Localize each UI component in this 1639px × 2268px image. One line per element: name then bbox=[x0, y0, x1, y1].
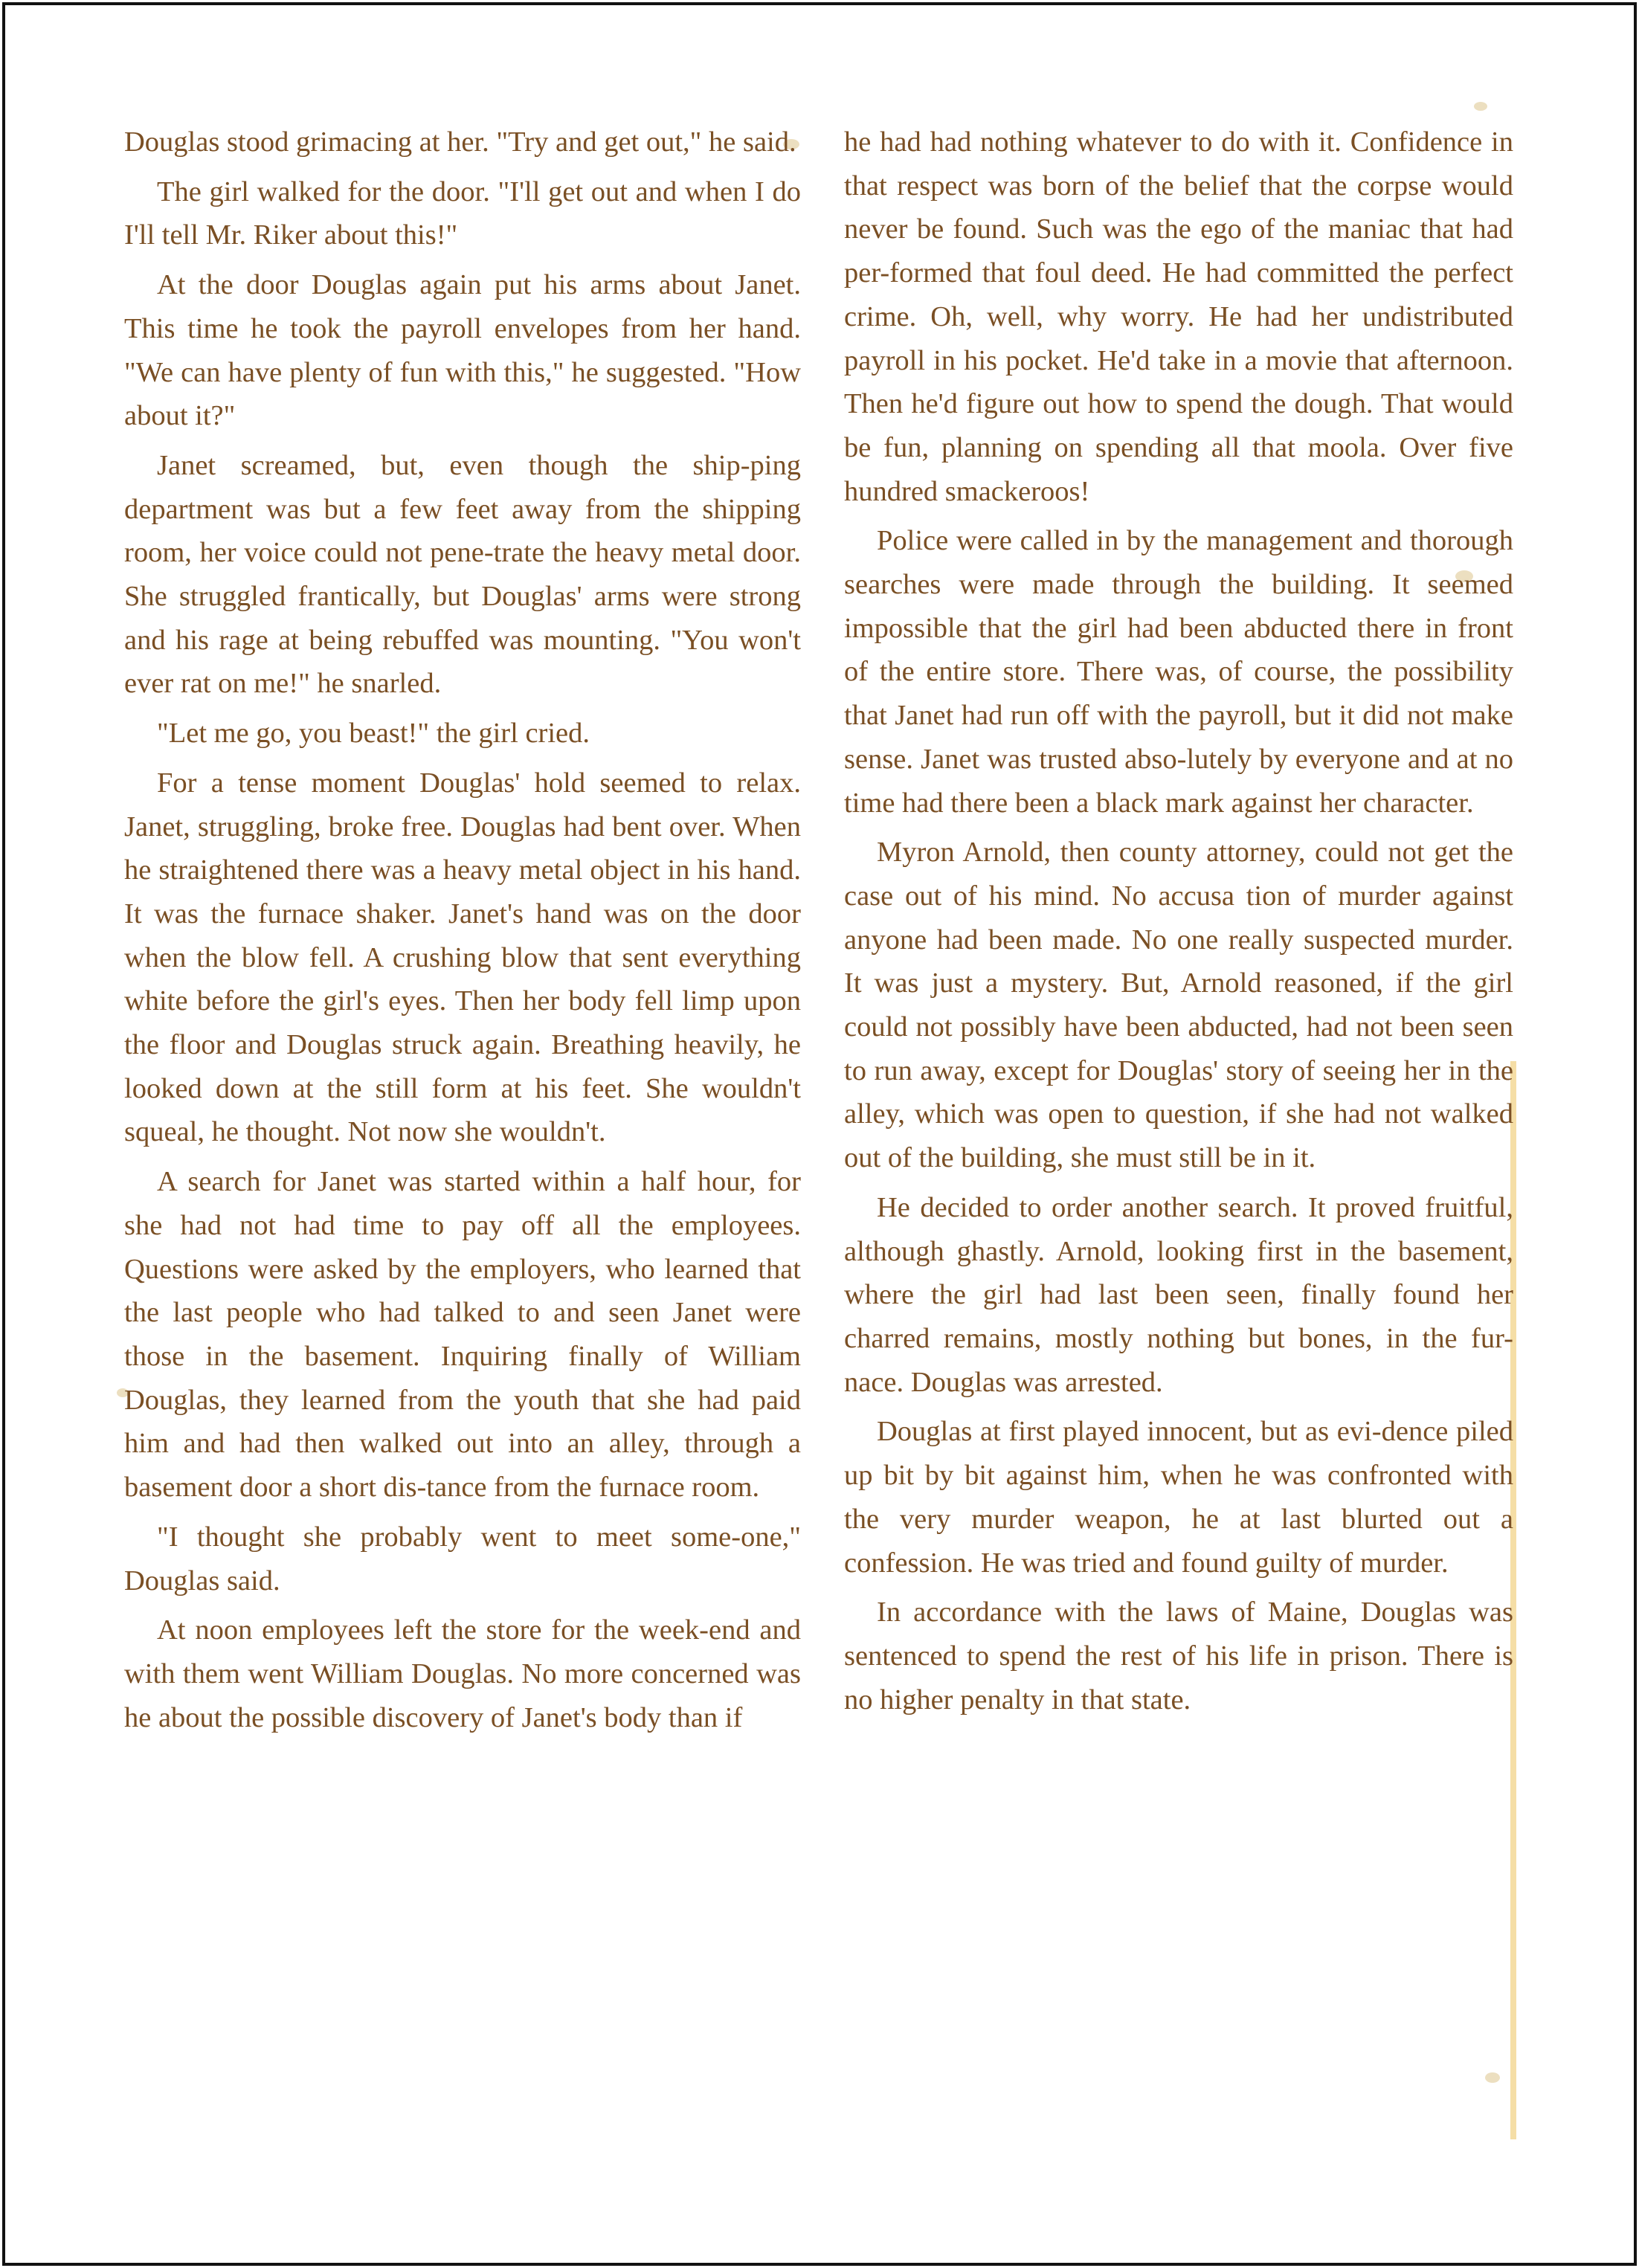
paragraph: For a tense moment Douglas' hold seemed to relax. Janet, struggling, broke free. Douglas had bent over. When he straightened there was a heavy metal object in his hand. It was the furnace shaker. Janet's hand was on the door when the blow fell. A crushing blow that sent everything white before the girl's eyes. Then her body fell limp upon the floor and Douglas struck again. Breathing heavily, he looked down at the still form at his feet. She wouldn't squeal, he thought. Not now she wouldn't. bbox=[124, 767, 801, 1148]
page-frame bbox=[2, 2, 1637, 2266]
paragraph: he had had nothing whatever to do with it. Confidence in that respect was born of the belief that the corpse would never be found. Such was the ego of the maniac that had per-formed that foul deed. He had committed the perfect crime. Oh, well, why worry. He had her undistributed payroll in his pocket. He'd take in a movie that afternoon. Then he'd figure out how to spend the dough. That would be fun, planning on spending all that moola. Over five hundred smackeroos! bbox=[844, 126, 1513, 507]
paragraph: Janet screamed, but, even though the ship-ping department was but a few feet away from the shipping room, her voice could not pene-trate the heavy metal door. She struggled frantically, but Douglas' arms were strong and his rage at being rebuffed was mounting. "You won't ever rat on me!" he snarled. bbox=[124, 449, 801, 700]
paragraph: At noon employees left the store for the week-end and with them went William Douglas. No more concerned was he about the possible discovery of Janet's body than if bbox=[124, 1614, 801, 1733]
paragraph: "Let me go, you beast!" the girl cried. bbox=[157, 718, 590, 750]
paragraph: Douglas stood grimacing at her. "Try and get out," he said. bbox=[124, 126, 796, 158]
paragraph: At the door Douglas again put his arms about Janet. This time he took the payroll envelopes from her hand. "We can have plenty of fun with this," he suggested. "How about it?" bbox=[124, 269, 801, 432]
paragraph: Douglas at first played innocent, but as evi-dence piled up bit by bit against him, when he was confronted with the very murder weapon, he at last blurted out a confession. He was tried and found guilty of murder. bbox=[844, 1416, 1513, 1579]
paragraph: The girl walked for the door. "I'll get out and when I do I'll tell Mr. Riker about this!" bbox=[124, 175, 801, 251]
left-column bbox=[124, 120, 801, 1745]
ink-speckle bbox=[1474, 102, 1487, 111]
paragraph: "I thought she probably went to meet some-one," Douglas said. bbox=[124, 1521, 801, 1597]
paragraph: Police were called in by the management and thorough searches were made through the building. It seemed impossible that the girl had been abducted there in front of the entire store. There was, of course, the possibility that Janet had run off with the payroll, but it did not make sense. Janet was trusted abso-lutely by everyone and at no time had there been a black mark against her character. bbox=[844, 525, 1513, 819]
right-column bbox=[844, 120, 1513, 1727]
paragraph: A search for Janet was started within a half hour, for she had not had time to pay off all the employees. Questions were asked by the employers, who learned that the last people who had talked to and seen Janet were those in the basement. Inquiring finally of William Douglas, they learned from the youth that she had paid him and had then walked out into an alley, through a basement door a short dis-tance from the furnace room. bbox=[124, 1166, 801, 1504]
paragraph: In accordance with the laws of Maine, Douglas was sentenced to spend the rest of his life in prison. There is no higher penalty in that state. bbox=[844, 1597, 1513, 1716]
paragraph: Myron Arnold, then county attorney, could not get the case out of his mind. No accusa tion of murder against anyone had been made. No one really suspected murder. It was just a mystery. But, Arnold reasoned, if the girl could not possibly have been abducted, had not been seen to run away, except for Douglas' story of seeing her in the alley, which was open to question, if she had not walked out of the building, she must still be in it. bbox=[844, 837, 1513, 1174]
paragraph: He decided to order another search. It proved fruitful, although ghastly. Arnold, looking first in the basement, where the girl had last been seen, finally found her charred remains, mostly nothing but bones, in the fur-nace. Douglas was arrested. bbox=[844, 1191, 1513, 1398]
ink-speckle bbox=[1485, 2072, 1500, 2083]
